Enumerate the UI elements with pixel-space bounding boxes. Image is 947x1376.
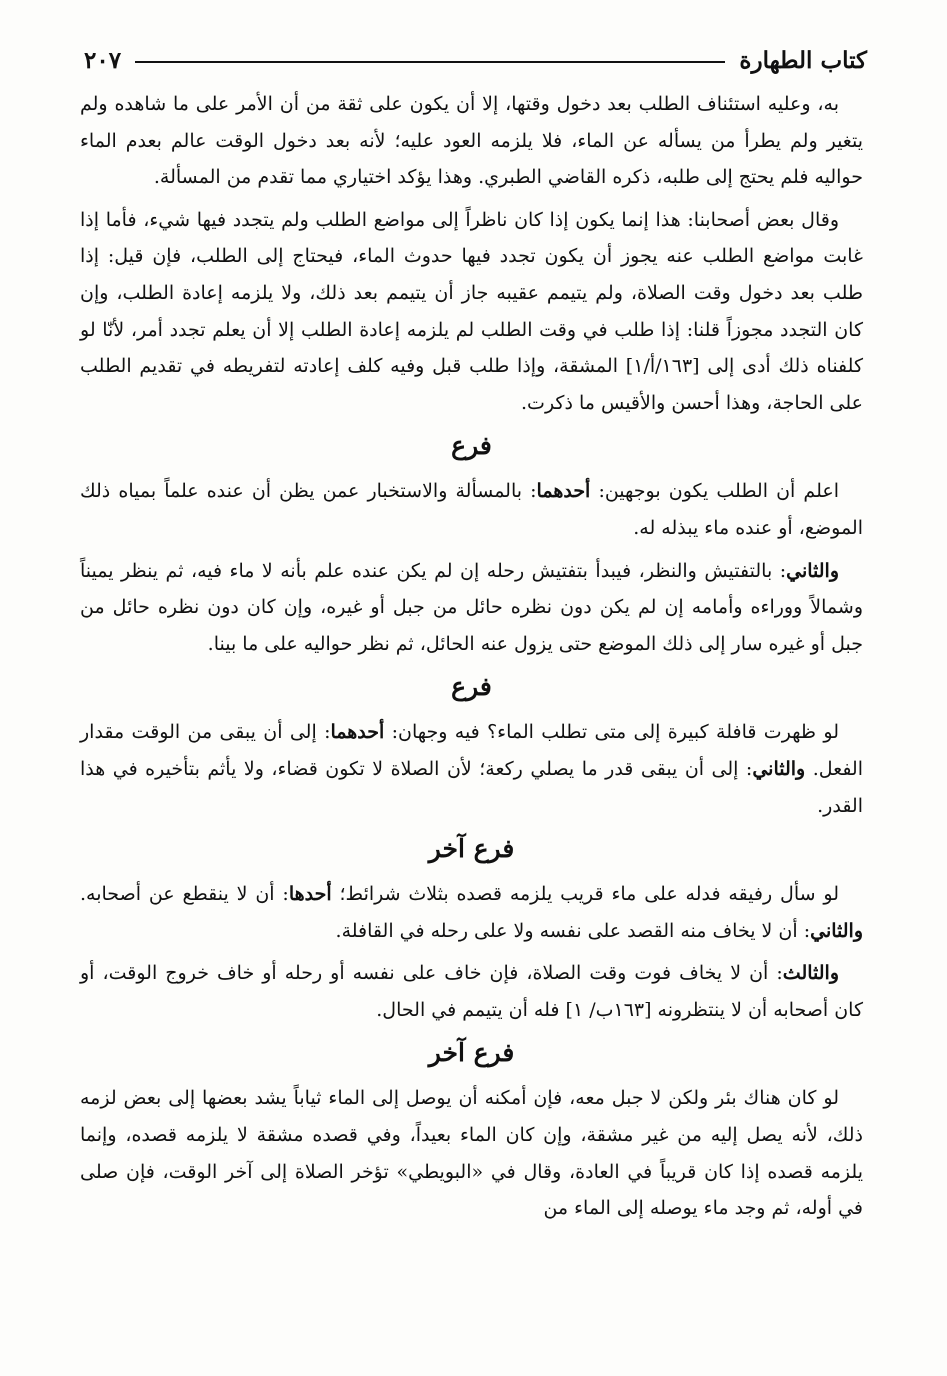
text-run: : إلى أن يبقى قدر ما يصلي ركعة؛ لأن الصلاة لا تكون قضاء، ولا يأثم بتأخيره في هذا القدر. xyxy=(80,757,863,817)
page-body xyxy=(80,86,863,1233)
bold-term: أحدهما xyxy=(536,480,591,503)
text-run: : أن لا ينقطع عن أصحابه. xyxy=(80,883,289,906)
text-run: : أن لا يخاف فوت وقت الصلاة، فإن خاف على نفسه أو رحله أو خاف خروج الوقت، أو كان أصحابه أن لا ينتظرونه [١٦٣ب/ ١] فله أن يتيمم في الحال. xyxy=(80,962,863,1021)
paragraph: به، وعليه استئناف الطلب بعد دخول وقتها، إلا أن يكون على ثقة من أن الأمر على ما شاهده ولم يتغير ولم يطرأ من يسأله عن الماء، فلا يلزمه العود عليه؛ لأنه بعد دخول الوقت عالم بعدم الماء حواليه فلم يحتج إلى طلبه، ذكره القاضي الطبري. وهذا يؤكد اختياري مما تقدم من المسألة. xyxy=(80,93,863,189)
bold-term: والثالث xyxy=(782,962,839,985)
page-number: ٢٠٧ xyxy=(84,46,122,74)
page-header xyxy=(84,40,867,80)
paragraph xyxy=(80,553,863,663)
paragraph xyxy=(80,955,863,1028)
text-run: : بالمسألة والاستخبار عمن يظن أن عنده علماً بمياه ذلك الموضع، أو عنده ماء يبذله له. xyxy=(80,480,863,539)
section-heading: فرع xyxy=(451,431,492,461)
text-run: : إلى أن يبقى من الوقت مقدار الفعل. xyxy=(80,721,863,780)
bold-term: أحدهما xyxy=(330,721,385,744)
bold-term: والثاني xyxy=(810,919,863,942)
section-heading: فرع آخر xyxy=(428,1038,515,1068)
text-run: : بالتفتيش والنظر، فيبدأ بتفتيش رحله إن لم يكن عنده علم بأنه لا ماء فيه، ثم ينظر يميناً وشمالاً ووراءه وأمامه إن لم يكن دون نظره حائل من جبل أو غيره، وإن كان دون نظره حائل من جبل أو غيره سار إلى ذلك الموضع حتى يزول عنه الحائل، ثم نظر حواليه على ما بينا. xyxy=(80,559,863,655)
header-rule xyxy=(135,61,725,63)
bold-term: والثاني xyxy=(752,757,806,780)
paragraph: لو كان هناك بئر ولكن لا جبل معه، فإن أمكنه أن يوصل إلى الماء ثياباً يشد بعضها إلى بعض لزمه ذلك، لأنه يصل إليه من غير مشقة، وإن كان الماء بعيداً، وفي قصده مشقة لا يلزمه قصده، وإنما يلزمه قصده إذا كان قريباً في العادة، وقال في «البويطي» تؤخر الصلاة إلى آخر الوقت، فإن صلى في أوله، ثم وجد ماء يوصله إلى الماء من xyxy=(80,1087,863,1220)
text-run: اعلم أن الطلب يكون بوجهين: xyxy=(590,480,839,503)
section-heading: فرع آخر xyxy=(428,834,515,864)
bold-term: أحدها xyxy=(288,883,332,906)
text-run: لو ظهرت قافلة كبيرة إلى متى تطلب الماء؟ فيه وجهان: xyxy=(384,721,839,744)
paragraph: وقال بعض أصحابنا: هذا إنما يكون إذا كان ناظراً إلى مواضع الطلب ولم يتجدد فيها شيء، فأما إذا غابت مواضع الطلب عنه يجوز أن يكون تجدد فيها حدوث الماء، فيحتاج إلى الطلب، فإن قيل: إذا طلب بعد دخول وقت الصلاة، ولم يتيمم عقيبه جاز أن يتيمم بعد ذلك، ولا يلزمه إعادة الطلب، وإن كان التجدد مجوزاً قلنا: إذا طلب في وقت الطلب لم يلزمه إعادة الطلب إلا أن يعلم تجدد أمر، لأنّا لو كلفناه ذلك أدى إلى [١٦٣/أ/١] المشقة، وإذا طلب قبل وفيه كلف إعادته لتفريطه في تقديم الطلب على الحاجة، وهذا أحسن والأقيس ما ذكرت. xyxy=(80,208,863,414)
text-run: : أن لا يخاف منه القصد على نفسه ولا على رحله في القافلة. xyxy=(335,919,811,942)
section-heading: فرع xyxy=(451,672,492,702)
text-run: لو سأل رفيقه فدله على ماء قريب يلزمه قصده بثلاث شرائط؛ xyxy=(331,883,839,906)
paragraph xyxy=(80,876,863,949)
bold-term: والثاني xyxy=(786,559,839,582)
paragraph xyxy=(80,473,863,546)
paragraph xyxy=(80,714,863,824)
book-title: كتاب الطهارة xyxy=(739,46,867,74)
